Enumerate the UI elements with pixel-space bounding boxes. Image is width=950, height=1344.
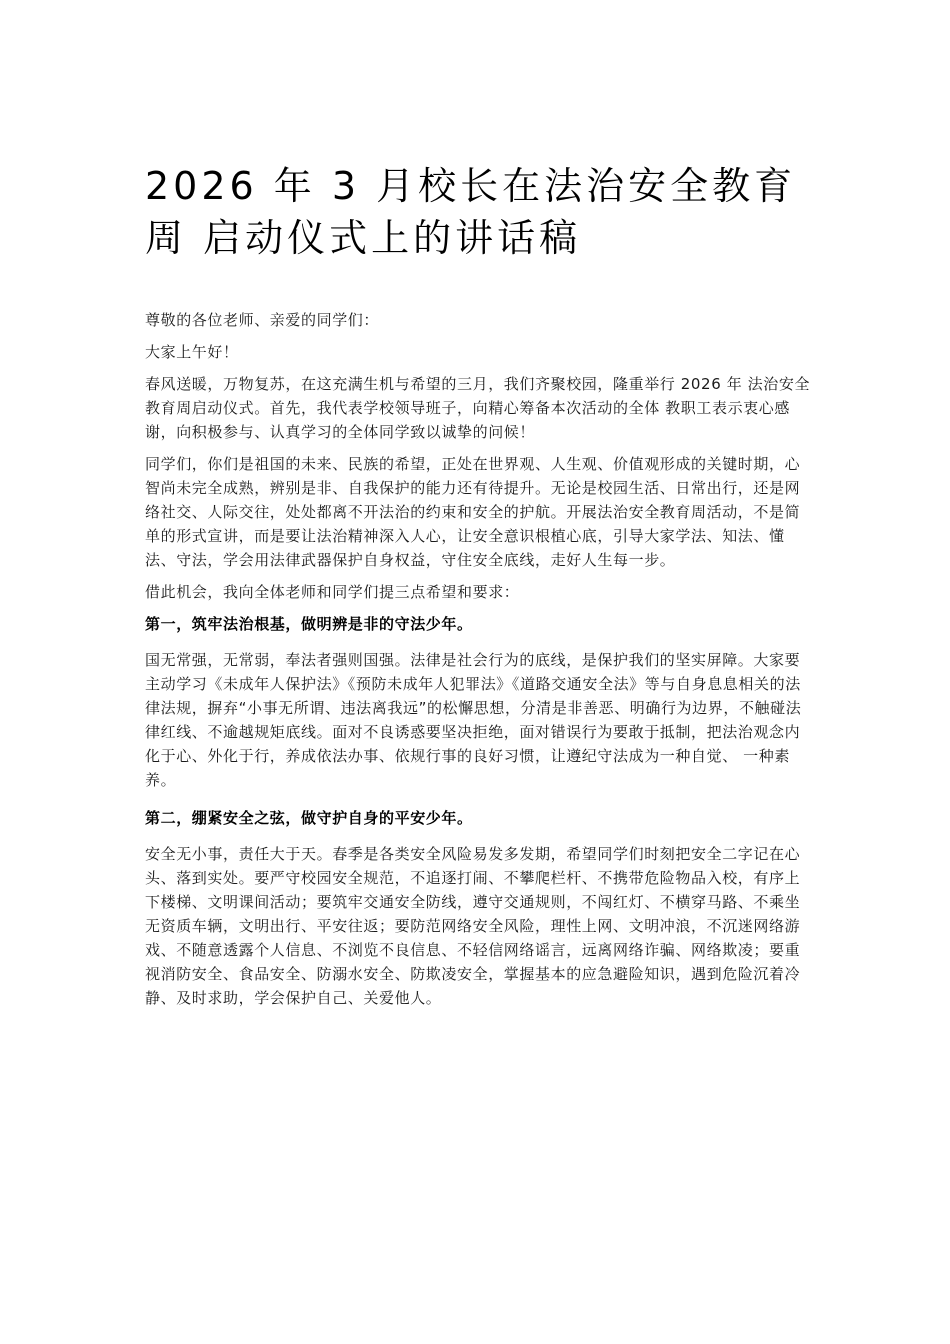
section-1-body: 国无常强，无常弱，奉法者强则国强。法律是社会行为的底线，是保护我们的坚实屏障。大家要主动学习《未成年人保护法》《预防未成年人犯罪法》《道路交通安全法》等与自身息息相关的法律法规，摒弃“小事无所谓、违法离我远”的松懈思想，分清是非善恶、明确行为边界，不触碰法律红线、不逾越规矩底线。面对不良诱惑要坚决拒绝，面对错误行为要敢于抵制，把法治观念内化于心、外化于行，养成依法办事、依规行事的良好习惯，让遵纪守法成为一种自觉、 一种素养。 xyxy=(145,651,802,789)
paragraph-opening: 春风送暖，万物复苏，在这充满生机与希望的三月，我们齐聚校园，隆重举行 2026 年 法治安全教育周启动仪式。首先，我代表学校领导班子，向精心筹备本次活动的全体 教职工表示衷心感谢，向积极参与、认真学习的全体同学致以诚挚的问候！ xyxy=(145,375,811,441)
document-title xyxy=(145,160,825,264)
greeting: 大家上午好！ xyxy=(145,343,239,361)
document-body xyxy=(145,308,815,1018)
section-2-body: 安全无小事，责任大于天。春季是各类安全风险易发多发期，希望同学们时刻把安全二字记在心头、落到实处。要严守校园安全规范，不追逐打闹、不攀爬栏杆、不携带危险物品入校，有序上下楼梯、文明课间活动；要筑牢交通安全防线，遵守交通规则，不闯红灯、不横穿马路、不乘坐无资质车辆，文明出行、平安往返；要防范网络安全风险，理性上网、文明冲浪，不沉迷网络游戏、不随意透露个人信息、不浏览不良信息、不轻信网络谣言，远离网络诈骗、网络欺凌；要重视消防安全、食品安全、防溺水安全、防欺凌安全，掌握基本的应急避险知识，遇到危险沉着冷静、及时求助，学会保护自己、关爱他人。 xyxy=(145,845,801,1007)
title-line-1: 2026 年 3 月校长在法治安全教育 xyxy=(145,164,797,208)
paragraph-transition: 借此机会，我向全体老师和同学们提三点希望和要求： xyxy=(145,583,520,601)
salutation: 尊敬的各位老师、亲爱的同学们： xyxy=(145,311,380,329)
title-line-2: 周 启动仪式上的讲话稿 xyxy=(145,216,582,260)
section-1-heading: 第一，筑牢法治根基，做明辨是非的守法少年。 xyxy=(145,615,473,633)
paragraph-significance: 同学们，你们是祖国的未来、民族的希望，正处在世界观、人生观、价值观形成的关键时期，心智尚未完全成熟，辨别是非、自我保护的能力还有待提升。无论是校园生活、日常出行，还是网络社交、人际交往，处处都离不开法治的约束和安全的护航。开展法治安全教育周活动，不是简单的形式宣讲，而是要让法治精神深入人心，让安全意识根植心底，引导大家学法、知法、懂法、守法，学会用法律武器保护自身权益，守住安全底线，走好人生每一步。 xyxy=(145,455,801,569)
section-2-heading: 第二，绷紧安全之弦，做守护自身的平安少年。 xyxy=(145,809,473,827)
